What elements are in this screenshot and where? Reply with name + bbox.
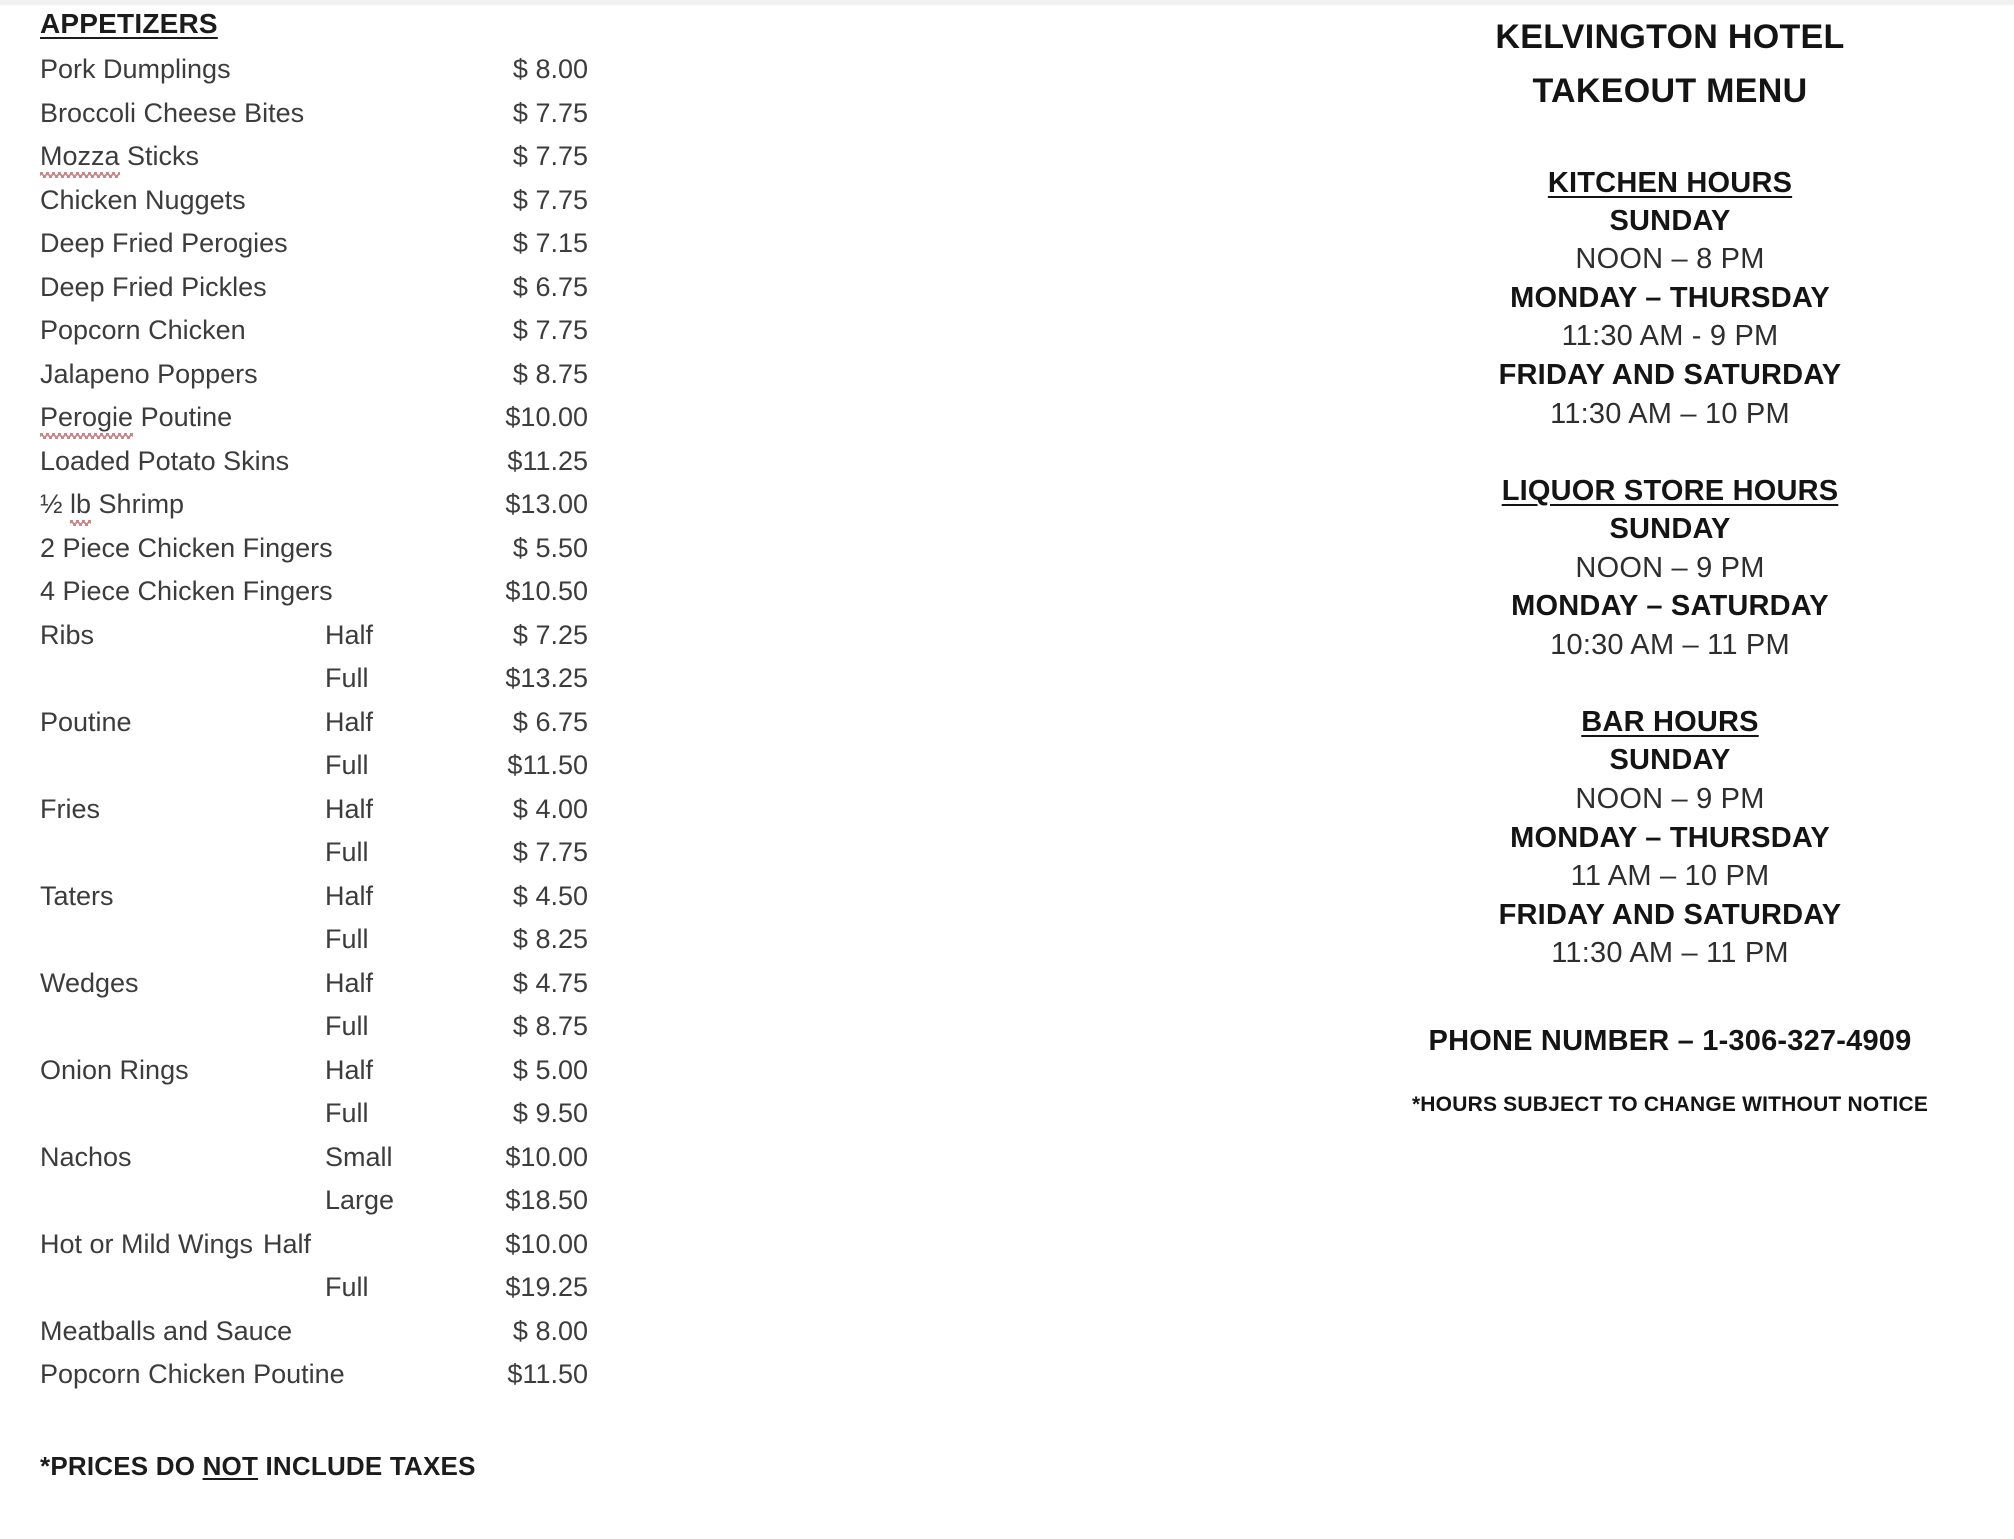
- taxes-note-suffix: INCLUDE TAXES: [258, 1450, 476, 1481]
- hours-block-heading: LIQUOR STORE HOURS: [1501, 475, 1839, 508]
- appetizers-column: [0, 0, 760, 1482]
- menu-item-price: $ 9.50: [512, 1098, 588, 1128]
- menu-item-price: $10.00: [505, 402, 588, 432]
- menu-row: [40, 837, 760, 881]
- menu-row: [40, 141, 760, 185]
- hours-day-label: FRIDAY AND SATURDAY: [1498, 898, 1842, 931]
- menu-item-size: Full: [325, 750, 369, 780]
- menu-row: [40, 98, 760, 142]
- menu-item-name: Loaded Potato Skins: [40, 445, 290, 476]
- phone-number[interactable]: PHONE NUMBER – 1-306-327-4909: [1428, 1024, 1912, 1057]
- menu-item-price: $ 8.25: [512, 924, 588, 954]
- hours-day-label: MONDAY – THURSDAY: [1510, 821, 1830, 854]
- menu-item-price: $ 6.75: [512, 271, 588, 302]
- hours-blocks: [1390, 167, 1950, 973]
- menu-row: [40, 489, 760, 533]
- menu-title-line2: TAKEOUT MENU: [1532, 72, 1808, 111]
- menu-item-size: Half: [325, 619, 374, 650]
- menu-item-name: ½ lb Shrimp: [40, 489, 185, 519]
- menu-row: [40, 272, 760, 316]
- menu-title: [1390, 10, 1950, 119]
- taxes-note-emphasis: NOT: [202, 1450, 259, 1481]
- menu-item-price: $10.00: [505, 1228, 588, 1259]
- menu-row: [40, 315, 760, 359]
- hours-time-label: 11:30 AM – 11 PM: [1551, 937, 1789, 970]
- menu-item-price: $ 8.00: [512, 1315, 588, 1346]
- menu-row: [40, 1316, 760, 1360]
- menu-row: [40, 968, 760, 1012]
- menu-item-price: $ 7.75: [512, 97, 588, 128]
- menu-item-price: $ 4.75: [512, 967, 588, 998]
- menu-item-name: Nachos: [40, 1141, 132, 1172]
- menu-item-name: Meatballs and Sauce: [40, 1315, 293, 1346]
- menu-title-line1: KELVINGTON HOTEL: [1495, 18, 1845, 56]
- menu-item-name: Poutine: [40, 706, 132, 737]
- menu-row: [40, 533, 760, 577]
- hours-time-label: 10:30 AM – 11 PM: [1550, 628, 1790, 661]
- menu-item-name: Taters: [40, 880, 114, 911]
- menu-item-size: Full: [325, 924, 369, 954]
- menu-row: [40, 1011, 760, 1055]
- menu-item-size: Large: [325, 1185, 395, 1215]
- hours-block: [1390, 475, 1950, 664]
- menu-row: [40, 359, 760, 403]
- menu-item-price: $10.00: [505, 1141, 588, 1172]
- hours-time-label: NOON – 8 PM: [1575, 243, 1765, 276]
- menu-item-size: Full: [325, 837, 369, 867]
- hours-time-label: NOON – 9 PM: [1575, 551, 1765, 584]
- menu-item-price: $ 6.75: [512, 706, 588, 737]
- menu-item-price: $ 8.00: [512, 54, 588, 84]
- menu-item-size: Half: [263, 1228, 312, 1259]
- spellcheck-underline: lb: [70, 489, 92, 519]
- menu-row: [40, 794, 760, 838]
- hours-day-label: MONDAY – SATURDAY: [1511, 590, 1829, 623]
- menu-row: [40, 924, 760, 968]
- hours-time-label: 11 AM – 10 PM: [1570, 860, 1770, 893]
- menu-row: [40, 750, 760, 794]
- menu-item-price: $ 7.25: [512, 619, 588, 650]
- menu-row: [40, 1142, 760, 1186]
- taxes-note-prefix: *PRICES DO: [40, 1450, 203, 1481]
- hours-time-label: 11:30 AM – 10 PM: [1550, 397, 1790, 430]
- menu-item-size: Half: [325, 1054, 374, 1085]
- menu-item-size: Half: [325, 880, 374, 911]
- menu-item-name: 2 Piece Chicken Fingers: [40, 532, 333, 563]
- hours-heading-wrap: [1390, 706, 1950, 741]
- menu-row: [40, 620, 760, 664]
- hours-day-label: SUNDAY: [1609, 744, 1731, 777]
- menu-item-price: $ 5.50: [512, 532, 588, 563]
- menu-item-name: Onion Rings: [40, 1054, 189, 1085]
- menu-item-name: Popcorn Chicken: [40, 315, 246, 345]
- appetizers-list: [40, 54, 760, 1403]
- menu-item-name: Ribs: [40, 619, 95, 650]
- spellcheck-underline: Perogie: [40, 402, 134, 432]
- menu-row: [40, 1272, 760, 1316]
- menu-item-price: $ 4.50: [512, 880, 588, 911]
- menu-item-size: Small: [325, 1141, 393, 1172]
- menu-row: [40, 185, 760, 229]
- menu-item-price: $13.25: [505, 663, 588, 693]
- menu-item-price: $10.50: [505, 576, 588, 606]
- menu-item-price: $ 7.75: [512, 184, 588, 215]
- spellcheck-underline: Mozza: [40, 141, 120, 171]
- hours-day-label: MONDAY – THURSDAY: [1510, 281, 1830, 314]
- hours-time-label: NOON – 9 PM: [1575, 782, 1765, 815]
- menu-item-price: $11.50: [507, 750, 588, 780]
- menu-item-name: Chicken Nuggets: [40, 184, 246, 215]
- menu-item-price: $ 7.75: [512, 141, 588, 171]
- menu-item-price: $ 7.15: [512, 228, 588, 258]
- hours-day-label: FRIDAY AND SATURDAY: [1498, 359, 1842, 392]
- menu-item-price: $ 4.00: [512, 793, 588, 824]
- menu-item-price: $18.50: [505, 1185, 588, 1215]
- menu-row: [40, 1098, 760, 1142]
- menu-row: [40, 663, 760, 707]
- menu-item-size: Half: [325, 967, 374, 998]
- menu-item-price: $ 8.75: [512, 1011, 588, 1041]
- hours-block: [1390, 706, 1950, 972]
- menu-item-size: Full: [325, 1272, 369, 1302]
- menu-item-name: Pork Dumplings: [40, 54, 231, 84]
- menu-item-name: Popcorn Chicken Poutine: [40, 1359, 345, 1389]
- menu-item-name: Fries: [40, 793, 100, 824]
- hours-day-label: SUNDAY: [1609, 513, 1731, 546]
- menu-item-price: $ 7.75: [512, 315, 588, 345]
- menu-item-name: Mozza Sticks: [40, 141, 200, 171]
- hours-heading-wrap: [1390, 475, 1950, 510]
- hours-disclaimer: *HOURS SUBJECT TO CHANGE WITHOUT NOTICE: [1411, 1092, 1929, 1116]
- menu-item-size: Full: [325, 1011, 369, 1041]
- menu-item-name: Jalapeno Poppers: [40, 358, 258, 389]
- hours-day-label: SUNDAY: [1609, 204, 1731, 237]
- hours-time-label: 11:30 AM - 9 PM: [1561, 320, 1779, 353]
- menu-item-price: $11.25: [507, 445, 588, 476]
- menu-item-name: Deep Fried Pickles: [40, 271, 267, 302]
- menu-item-name: Perogie Poutine: [40, 402, 233, 432]
- hours-column: [1390, 0, 1950, 1120]
- menu-row: [40, 576, 760, 620]
- menu-item-name: 4 Piece Chicken Fingers: [40, 576, 333, 606]
- menu-row: [40, 1055, 760, 1099]
- menu-item-price: $19.25: [505, 1272, 588, 1302]
- menu-row: [40, 228, 760, 272]
- menu-item-price: $ 7.75: [512, 837, 588, 867]
- menu-item-name: Hot or Mild Wings: [40, 1228, 254, 1259]
- menu-row: [40, 881, 760, 925]
- menu-item-name: Broccoli Cheese Bites: [40, 97, 305, 128]
- hours-block-heading: KITCHEN HOURS: [1547, 166, 1793, 199]
- menu-row: [40, 1229, 760, 1273]
- hours-heading-wrap: [1390, 167, 1950, 202]
- menu-item-price: $ 8.75: [512, 358, 588, 389]
- menu-item-size: Half: [325, 706, 374, 737]
- menu-item-size: Half: [325, 793, 374, 824]
- menu-item-size: Full: [325, 1098, 369, 1128]
- hours-block: [1390, 167, 1950, 433]
- menu-row: [40, 402, 760, 446]
- taxes-note: [40, 1451, 760, 1482]
- menu-item-name: Wedges: [40, 967, 139, 998]
- menu-item-price: $11.50: [507, 1359, 588, 1389]
- menu-row: [40, 446, 760, 490]
- appetizers-heading: APPETIZERS: [40, 8, 218, 39]
- menu-item-price: $13.00: [505, 489, 588, 519]
- menu-row: [40, 1185, 760, 1229]
- hours-block-heading: BAR HOURS: [1581, 706, 1759, 739]
- menu-item-price: $ 5.00: [512, 1054, 588, 1085]
- menu-row: [40, 1359, 760, 1403]
- menu-item-size: Full: [325, 663, 369, 693]
- menu-row: [40, 54, 760, 98]
- menu-item-name: Deep Fried Perogies: [40, 228, 288, 258]
- menu-row: [40, 707, 760, 751]
